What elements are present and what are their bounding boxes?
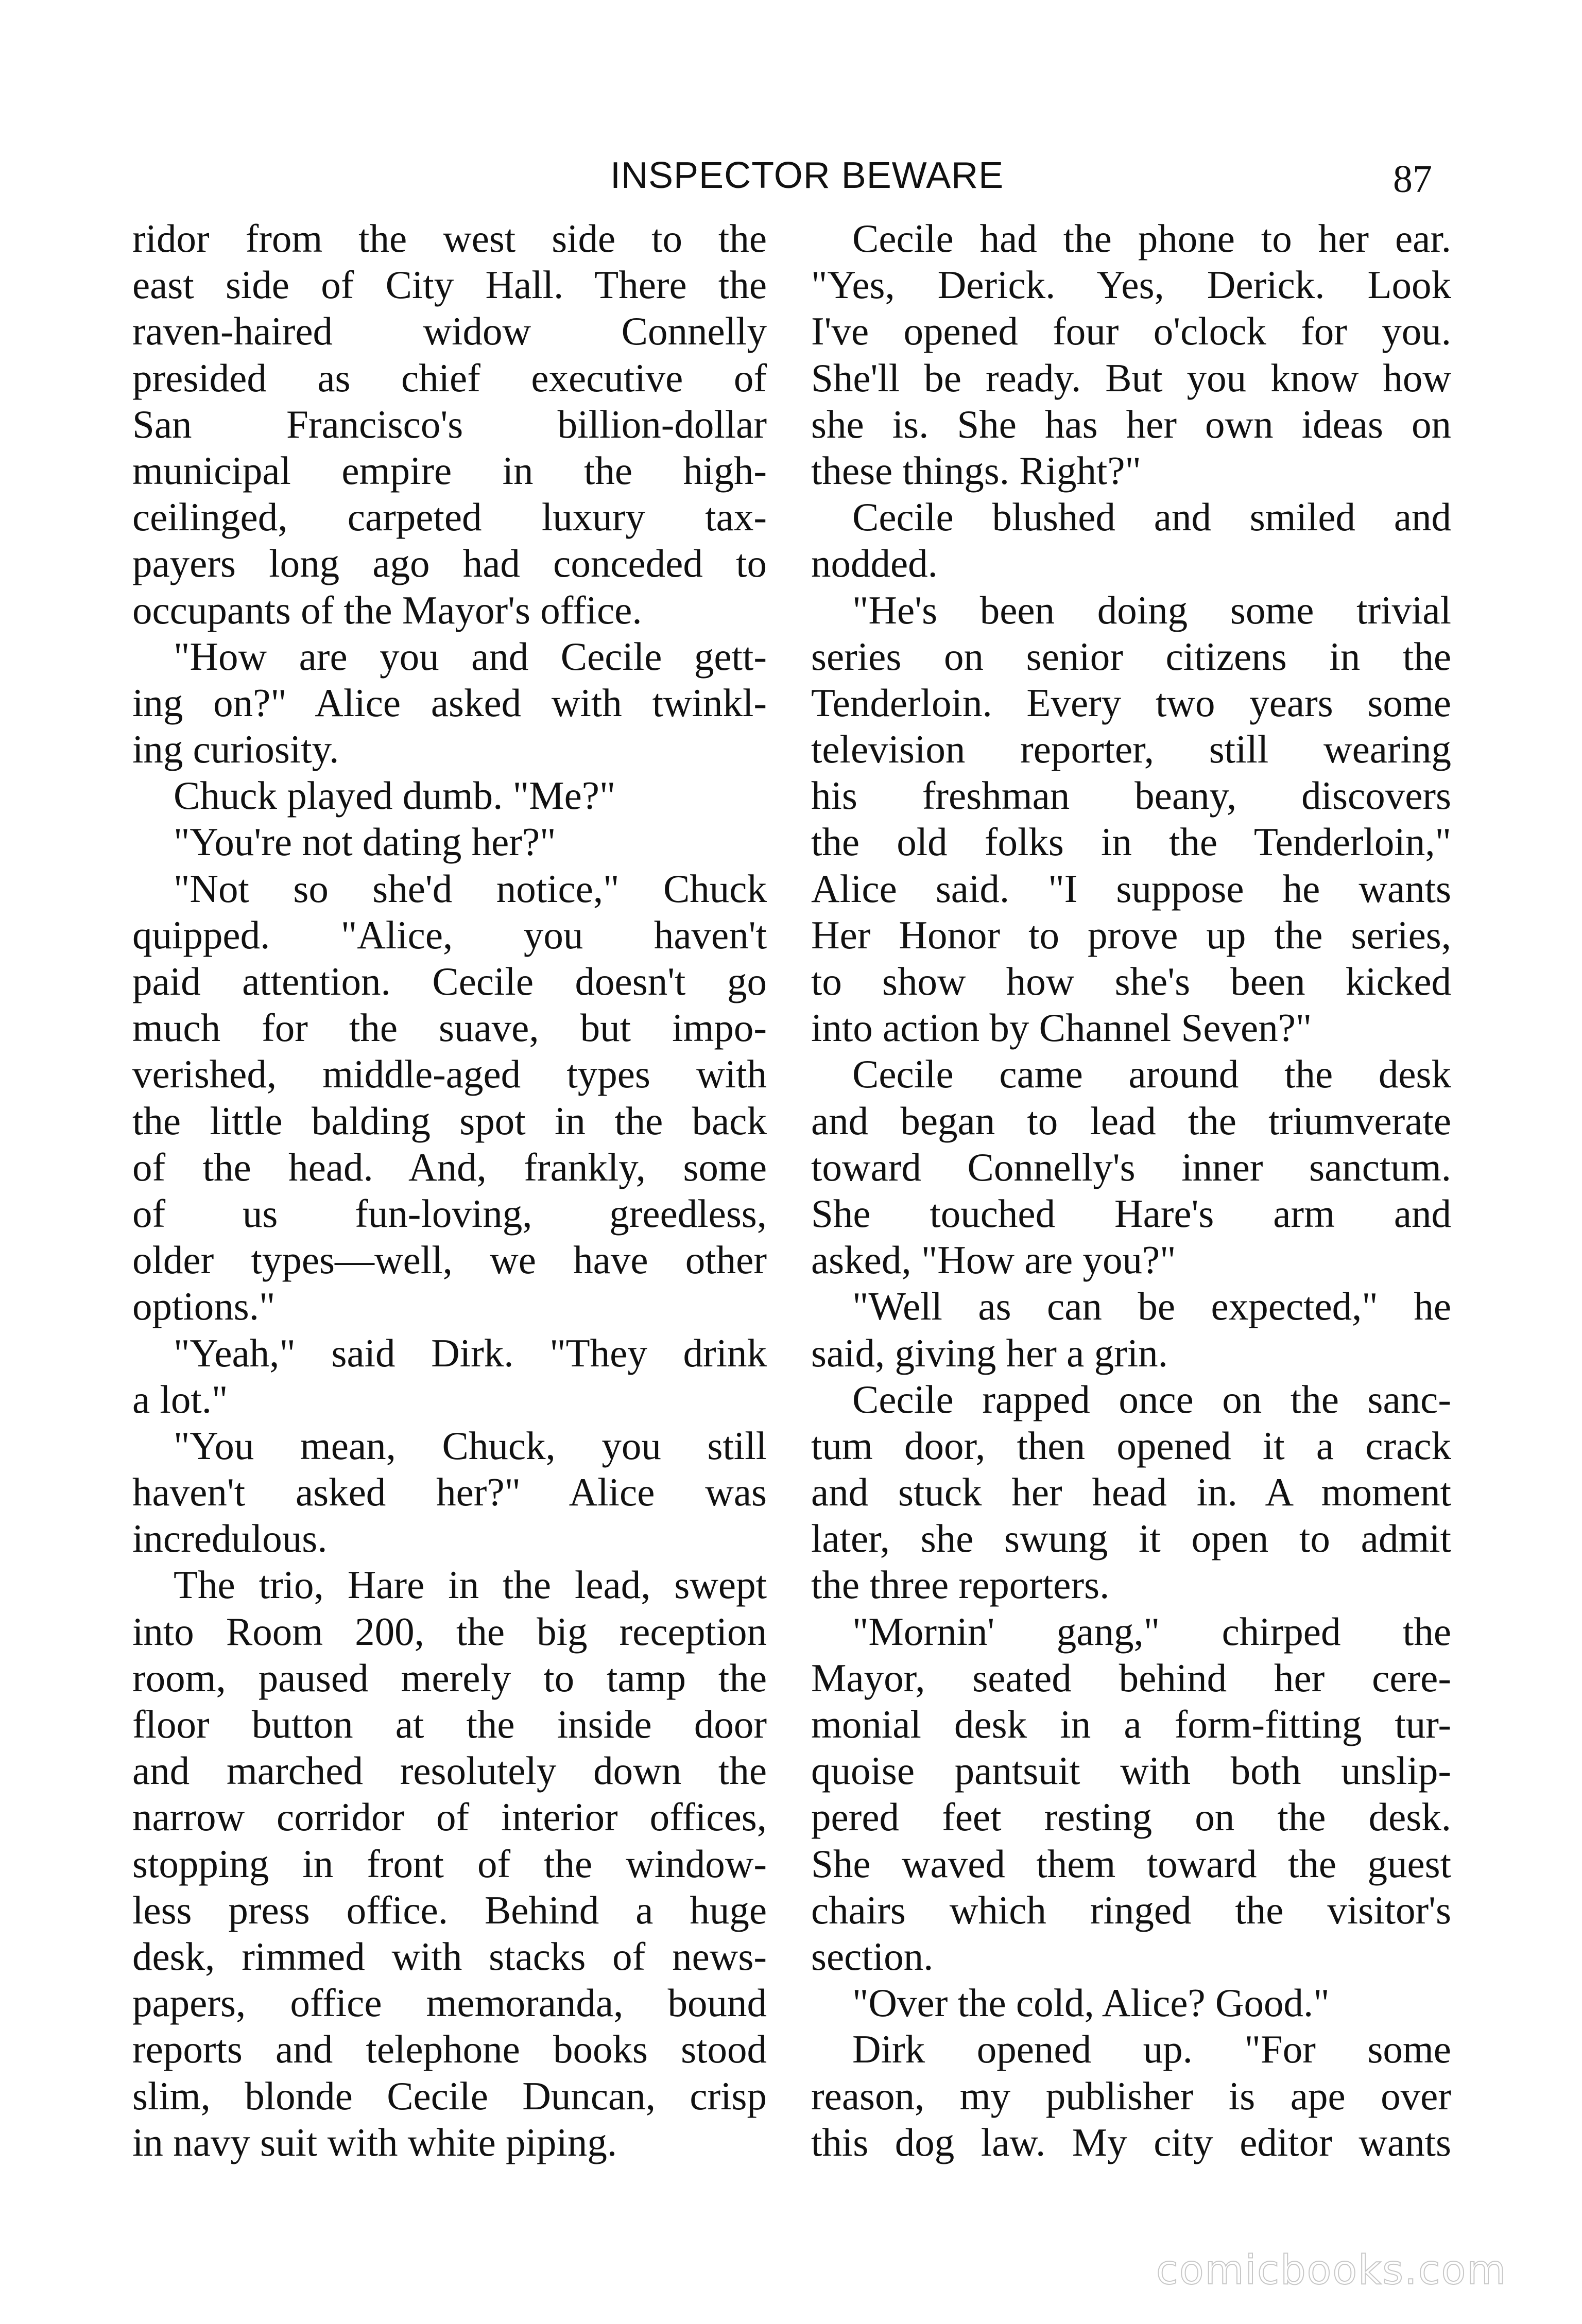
text-line: reason, my publisher is ape over <box>811 2073 1451 2118</box>
text-line: reports and telephone books stood <box>132 2027 767 2072</box>
text-line: "He's been doing some trivial <box>852 587 1451 632</box>
text-line: Cecile blushed and smiled and <box>852 495 1451 540</box>
text-line: San Francisco's billion-dollar <box>132 402 767 446</box>
text-line: nodded. <box>811 541 938 586</box>
text-line: "Yes, Derick. Yes, Derick. Look <box>811 263 1451 307</box>
text-line: Cecile rapped once on the sanc- <box>852 1377 1451 1421</box>
text-line: papers, office memoranda, bound <box>132 1981 767 2025</box>
text-line: ing curiosity. <box>132 727 339 772</box>
text-line: toward Connelly's inner sanctum. <box>811 1144 1451 1189</box>
text-line: much for the suave, but impo- <box>132 1005 767 1050</box>
text-line: She waved them toward the guest <box>811 1841 1451 1886</box>
text-line: monial desk in a form-fitting tur- <box>811 1702 1451 1746</box>
text-line: ceilinged, carpeted luxury tax- <box>132 495 767 540</box>
text-line: Chuck played dumb. "Me?" <box>174 773 616 818</box>
text-line: stopping in front of the window- <box>132 1841 767 1886</box>
text-line: to show how she's been kicked <box>811 959 1451 1003</box>
text-line: this dog law. My city editor wants <box>811 2120 1451 2164</box>
text-line: of the head. And, frankly, some <box>132 1144 767 1189</box>
text-line: Cecile came around the desk <box>852 1052 1451 1097</box>
text-line: haven't asked her?" Alice was <box>132 1470 767 1515</box>
text-line: the old folks in the Tenderloin," <box>811 820 1451 864</box>
text-line: occupants of the Mayor's office. <box>132 587 642 632</box>
page-number: 87 <box>1393 158 1432 201</box>
text-line: "Well as can be expected," he <box>852 1284 1451 1329</box>
text-line: She touched Hare's arm and <box>811 1191 1451 1236</box>
text-line: slim, blonde Cecile Duncan, crisp <box>132 2073 767 2118</box>
text-line: ridor from the west side to the <box>132 216 767 261</box>
right-text-column <box>811 215 1451 2165</box>
text-line: The trio, Hare in the lead, swept <box>174 1563 767 1607</box>
text-line: municipal empire in the high- <box>132 448 767 493</box>
running-head: INSPECTOR BEWARE <box>610 155 1004 196</box>
text-line: his freshman beany, discovers <box>811 773 1451 818</box>
text-line: Dirk opened up. "For some <box>852 2027 1451 2072</box>
text-line: Her Honor to prove up the series, <box>811 912 1451 957</box>
text-line: I've opened four o'clock for you. <box>811 309 1451 354</box>
text-line: payers long ago had conceded to <box>132 541 767 586</box>
text-line: quoise pantsuit with both unslip- <box>811 1748 1451 1793</box>
text-line: options." <box>132 1284 276 1329</box>
text-line: pered feet resting on the desk. <box>811 1795 1451 1840</box>
text-line: series on senior citizens in the <box>811 634 1451 679</box>
text-line: and marched resolutely down the <box>132 1748 767 1793</box>
text-line: chairs which ringed the visitor's <box>811 1887 1451 1932</box>
text-line: floor button at the inside door <box>132 1702 767 1746</box>
text-line: incredulous. <box>132 1516 328 1561</box>
left-text-column <box>132 215 767 2165</box>
text-line: raven-haired widow Connelly <box>132 309 767 354</box>
text-line: "You're not dating her?" <box>174 820 556 864</box>
text-line: quipped. "Alice, you haven't <box>132 912 767 957</box>
text-line: and began to lead the triumverate <box>811 1098 1451 1143</box>
text-line: in navy suit with white piping. <box>132 2120 617 2164</box>
text-line: asked, "How are you?" <box>811 1238 1176 1282</box>
watermark-logo: comicbooks.com <box>1156 2247 1507 2294</box>
text-line: presided as chief executive of <box>132 355 767 400</box>
text-line: room, paused merely to tamp the <box>132 1655 767 1700</box>
text-line: Cecile had the phone to her ear. <box>852 216 1451 261</box>
text-line: "Yeah," said Dirk. "They drink <box>174 1330 767 1375</box>
text-line: "You mean, Chuck, you still <box>174 1423 767 1468</box>
text-line: east side of City Hall. There the <box>132 263 767 307</box>
text-line: narrow corridor of interior offices, <box>132 1795 767 1840</box>
text-line: television reporter, still wearing <box>811 727 1451 772</box>
text-line: section. <box>811 1934 934 1979</box>
text-line: desk, rimmed with stacks of news- <box>132 1934 767 1979</box>
text-line: of us fun-loving, greedless, <box>132 1191 767 1236</box>
text-line: tum door, then opened it a crack <box>811 1423 1451 1468</box>
text-line: paid attention. Cecile doesn't go <box>132 959 767 1003</box>
text-line: "Over the cold, Alice? Good." <box>852 1981 1330 2025</box>
text-line: into action by Channel Seven?" <box>811 1005 1312 1050</box>
text-line: "How are you and Cecile gett- <box>174 634 767 679</box>
text-line: ing on?" Alice asked with twinkl- <box>132 680 767 725</box>
text-line: said, giving her a grin. <box>811 1330 1168 1375</box>
text-line: a lot." <box>132 1377 228 1421</box>
text-line: into Room 200, the big reception <box>132 1609 767 1654</box>
text-line: "Not so she'd notice," Chuck <box>174 866 767 911</box>
text-line: the three reporters. <box>811 1563 1110 1607</box>
text-line: and stuck her head in. A moment <box>811 1470 1451 1515</box>
text-line: Tenderloin. Every two years some <box>811 680 1451 725</box>
text-line: "Mornin' gang," chirped the <box>852 1609 1451 1654</box>
text-line: Mayor, seated behind her cere- <box>811 1655 1451 1700</box>
text-line: Alice said. "I suppose he wants <box>811 866 1451 911</box>
text-line: less press office. Behind a huge <box>132 1887 767 1932</box>
text-line: She'll be ready. But you know how <box>811 355 1451 400</box>
text-line: older types—well, we have other <box>132 1238 767 1282</box>
text-line: these things. Right?" <box>811 448 1141 493</box>
text-line: the little balding spot in the back <box>132 1098 767 1143</box>
text-line: she is. She has her own ideas on <box>811 402 1451 446</box>
text-line: later, she swung it open to admit <box>811 1516 1451 1561</box>
text-line: verished, middle-aged types with <box>132 1052 767 1097</box>
